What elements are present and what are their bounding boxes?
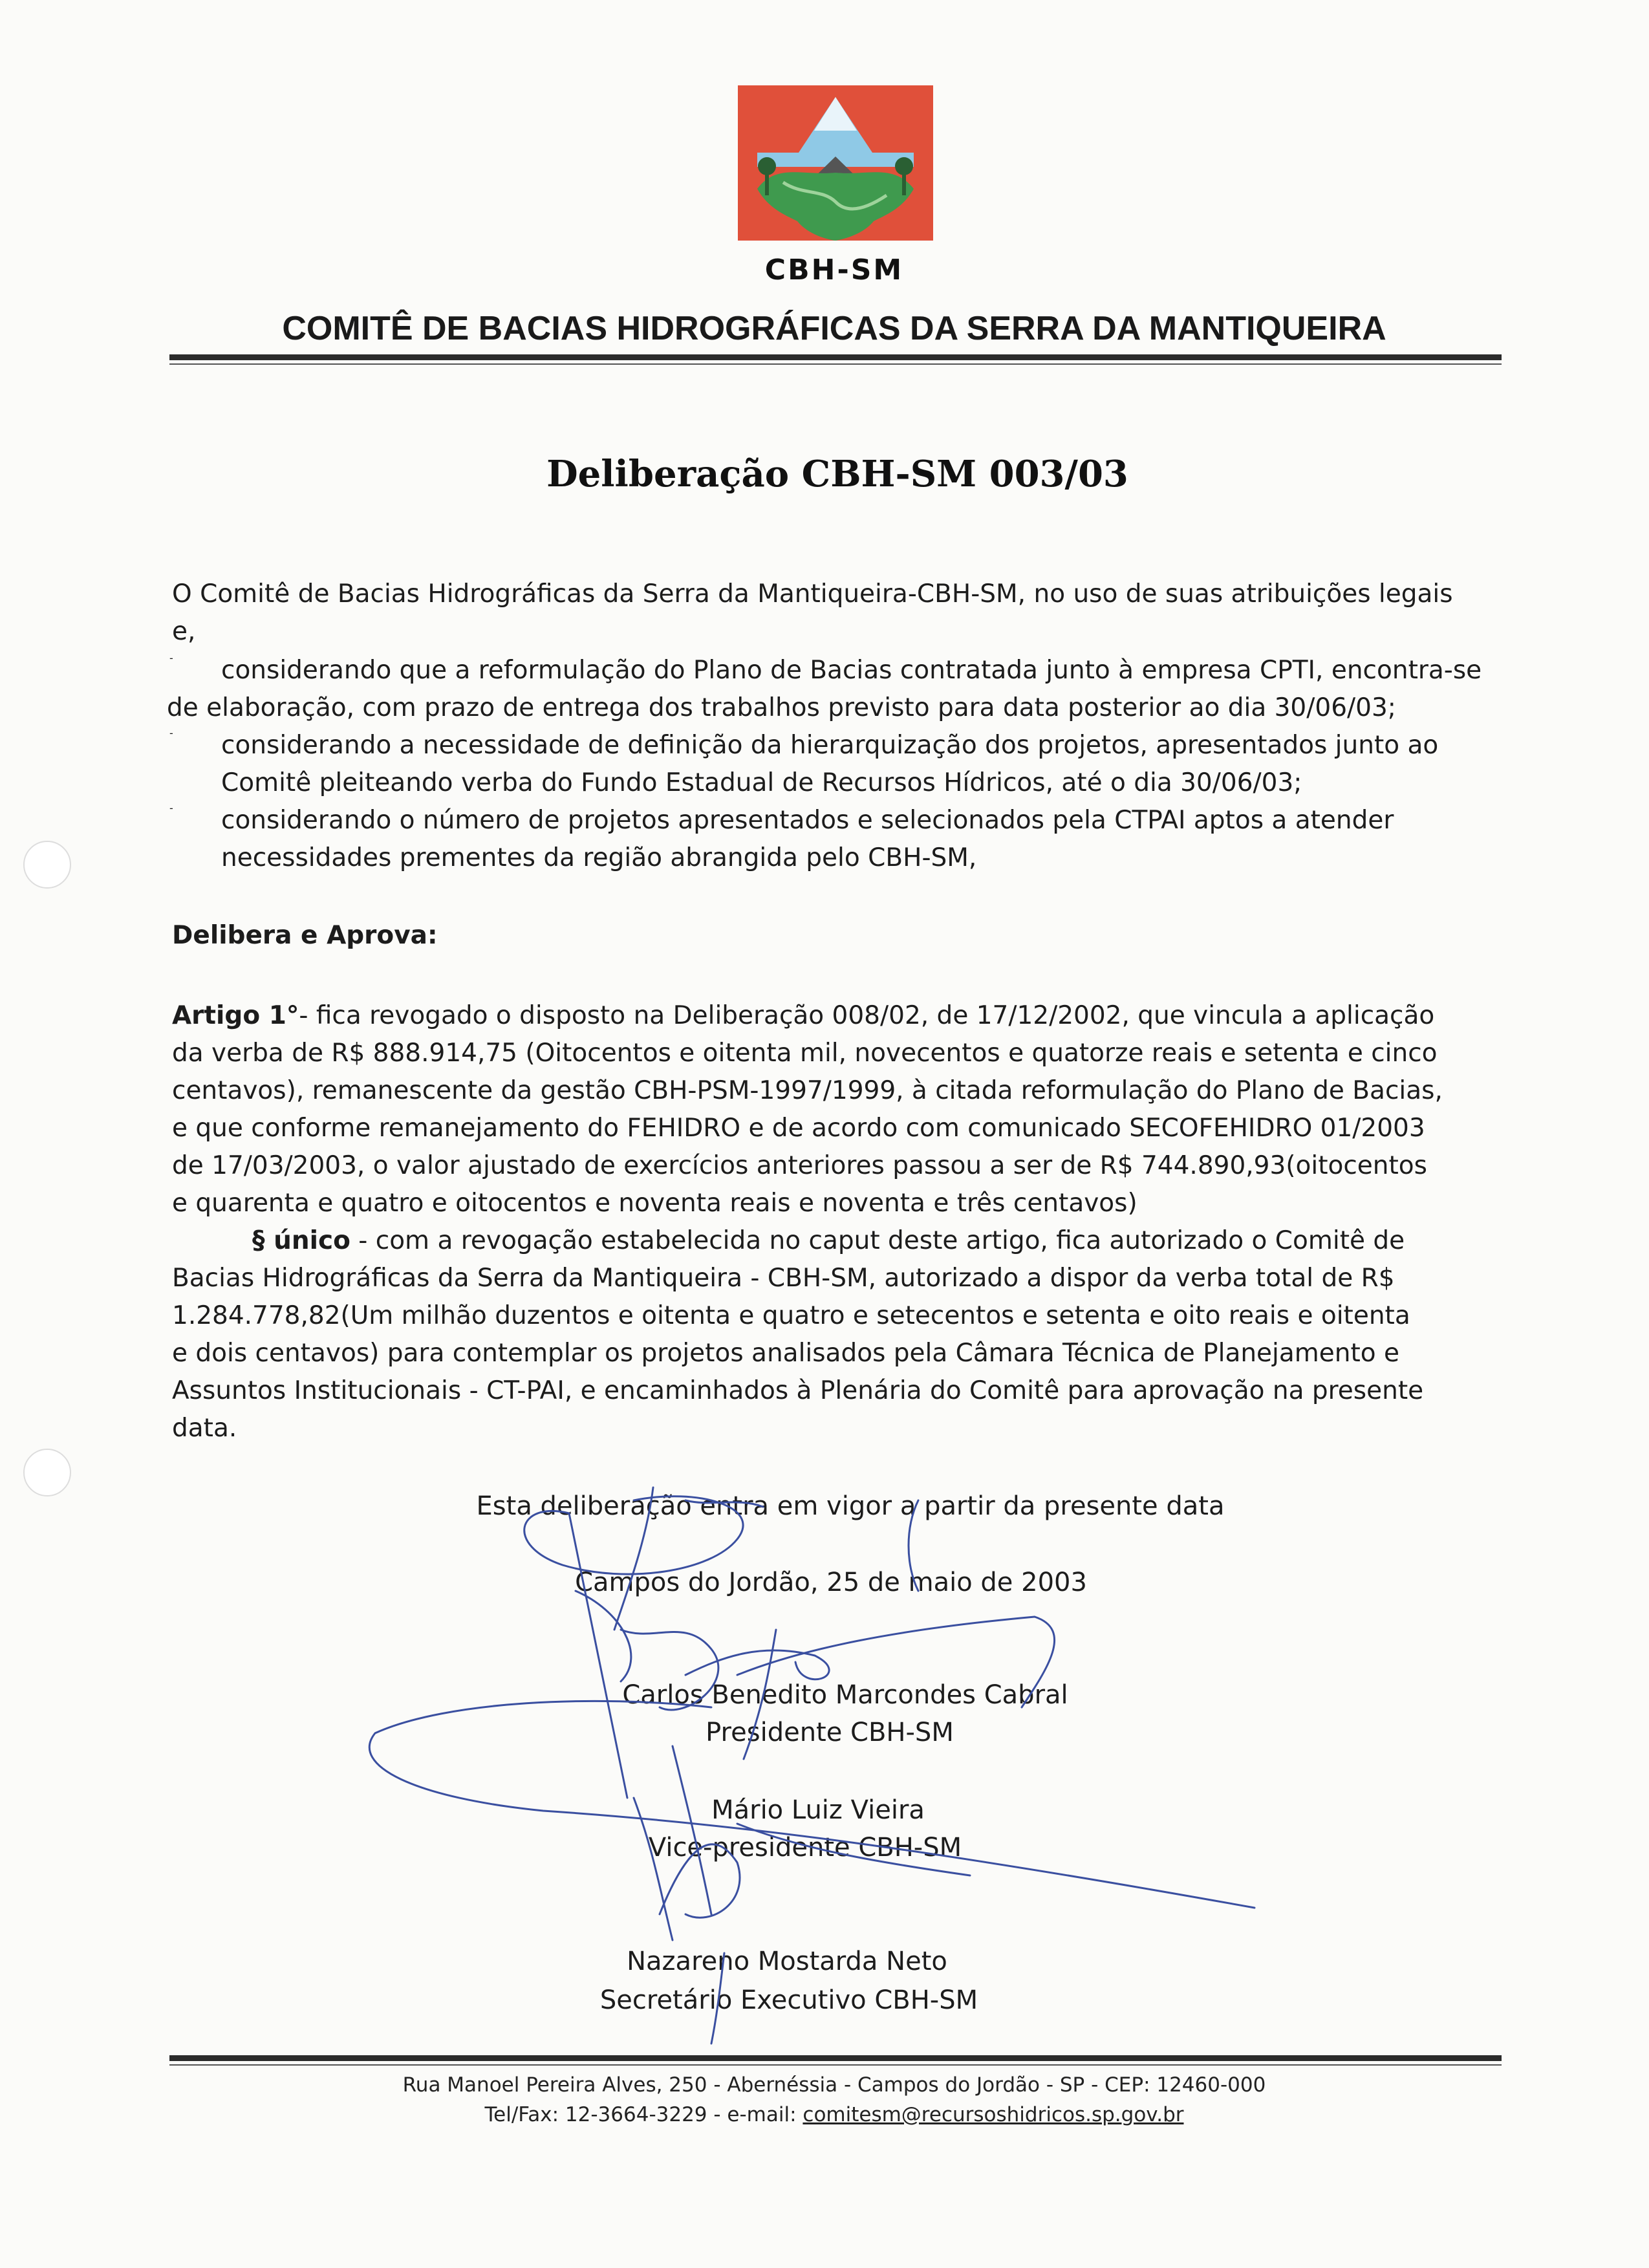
footer-rule-thin bbox=[169, 2064, 1502, 2066]
paragrafo-label: § único bbox=[252, 1226, 350, 1255]
document-title: Deliberação CBH-SM 003/03 bbox=[546, 453, 1128, 495]
paragrafo-line: Bacias Hidrográficas da Serra da Mantiqueira - CBH-SM, autorizado a dispor da verba total de R$ bbox=[172, 1264, 1395, 1293]
artigo-1-line-1 bbox=[172, 997, 1498, 1035]
delibera-heading: Delibera e Aprova: bbox=[172, 921, 438, 950]
artigo-line: de 17/03/2003, o valor ajustado de exercícios anteriores passou a ser de R$ 744.890,93(oitocentos bbox=[172, 1151, 1427, 1180]
signatory-role: Presidente CBH-SM bbox=[706, 1718, 954, 1747]
artigo-label: Artigo 1° bbox=[172, 1001, 299, 1030]
bullet-dash: - bbox=[169, 652, 173, 664]
consideration-line: de elaboração, com prazo de entrega dos trabalhos previsto para data posterior ao dia 30/06/03; bbox=[167, 693, 1396, 722]
paragrafo-line: Assuntos Institucionais - CT-PAI, e encaminhados à Plenária do Comitê para aprovação na presente bbox=[172, 1376, 1424, 1405]
footer-address: Rua Manoel Pereira Alves, 250 - Abernéssia - Campos do Jordão - SP - CEP: 12460-000 bbox=[402, 2073, 1266, 2097]
intro-line-1: O Comitê de Bacias Hidrográficas da Serra da Mantiqueira-CBH-SM, no uso de suas atribuições legais bbox=[172, 579, 1453, 609]
consideration-line: Comitê pleiteando verba do Fundo Estadual de Recursos Hídricos, até o dia 30/06/03; bbox=[221, 768, 1302, 797]
cbh-sm-logo bbox=[738, 85, 933, 278]
paragrafo-line: data. bbox=[172, 1414, 237, 1443]
footer-rule bbox=[169, 2055, 1502, 2061]
consideration-line: considerando o número de projetos apresentados e selecionados pela CTPAI aptos a atender bbox=[221, 806, 1394, 835]
footer-phone: Tel/Fax: 12-3664-3229 - e-mail: bbox=[484, 2103, 803, 2126]
bullet-dash: - bbox=[169, 727, 173, 739]
artigo-line: e que conforme remanejamento do FEHIDRO e de acordo com comunicado SECOFEHIDRO 01/2003 bbox=[172, 1114, 1425, 1143]
signatory-role: Vice-presidente CBH-SM bbox=[648, 1833, 962, 1863]
consideration-1 bbox=[169, 652, 1502, 727]
paragrafo-line: - com a revogação estabelecida no caput deste artigo, fica autorizado o Comitê de bbox=[350, 1226, 1405, 1255]
signatory-name: Nazareno Mostarda Neto bbox=[627, 1947, 947, 1976]
organization-name: COMITÊ DE BACIAS HIDROGRÁFICAS DA SERRA DA MANTIQUEIRA bbox=[282, 310, 1386, 347]
consideration-line: considerando que a reformulação do Plano de Bacias contratada junto à empresa CPTI, encontra-se bbox=[221, 656, 1482, 685]
vigor-statement: Esta deliberação entra em vigor a partir da presente data bbox=[476, 1491, 1225, 1521]
consideration-line: considerando a necessidade de definição da hierarquização dos projetos, apresentados junto ao bbox=[221, 731, 1439, 760]
consideration-line: necessidades prementes da região abrangida pelo CBH-SM, bbox=[221, 843, 977, 872]
artigo-line: e quarenta e quatro e oitocentos e noventa reais e noventa e três centavos) bbox=[172, 1189, 1137, 1218]
place-date: Campos do Jordão, 25 de maio de 2003 bbox=[575, 1568, 1087, 1597]
intro-line-2: e, bbox=[172, 617, 196, 646]
consideration-3 bbox=[169, 802, 1502, 877]
consideration-2 bbox=[169, 727, 1502, 802]
logo-text: CBH-SM bbox=[764, 254, 904, 286]
artigo-line: da verba de R$ 888.914,75 (Oitocentos e oitenta mil, novecentos e quatorze reais e setenta e cinco bbox=[172, 1039, 1438, 1068]
bullet-dash: - bbox=[169, 802, 173, 814]
punch-hole-bottom bbox=[23, 1449, 71, 1496]
artigo-line: - fica revogado o disposto na Deliberação 008/02, de 17/12/2002, que vincula a aplicação bbox=[299, 1001, 1435, 1030]
paragrafo-line-1 bbox=[252, 1222, 1498, 1260]
footer-contact bbox=[0, 2103, 1649, 2126]
paragrafo-line: e dois centavos) para contemplar os projetos analisados pela Câmara Técnica de Planejamento e bbox=[172, 1339, 1400, 1368]
punch-hole-top bbox=[23, 841, 71, 889]
paragrafo-line: 1.284.778,82(Um milhão duzentos e oitenta e quatro e setecentos e setenta e oito reais e oitenta bbox=[172, 1301, 1410, 1330]
signatory-name: Carlos Benedito Marcondes Cabral bbox=[622, 1680, 1068, 1710]
handwritten-signatures bbox=[349, 1462, 1293, 2057]
signatory-role: Secretário Executivo CBH-SM bbox=[599, 1985, 978, 2015]
signatory-name: Mário Luiz Vieira bbox=[711, 1795, 925, 1825]
footer-email-link[interactable]: comitesm@recursoshidricos.sp.gov.br bbox=[803, 2103, 1184, 2126]
header-rule-thin bbox=[169, 363, 1502, 365]
artigo-line: centavos), remanescente da gestão CBH-PSM-1997/1999, à citada reformulação do Plano de Bacias, bbox=[172, 1076, 1443, 1105]
header-rule bbox=[169, 354, 1502, 360]
